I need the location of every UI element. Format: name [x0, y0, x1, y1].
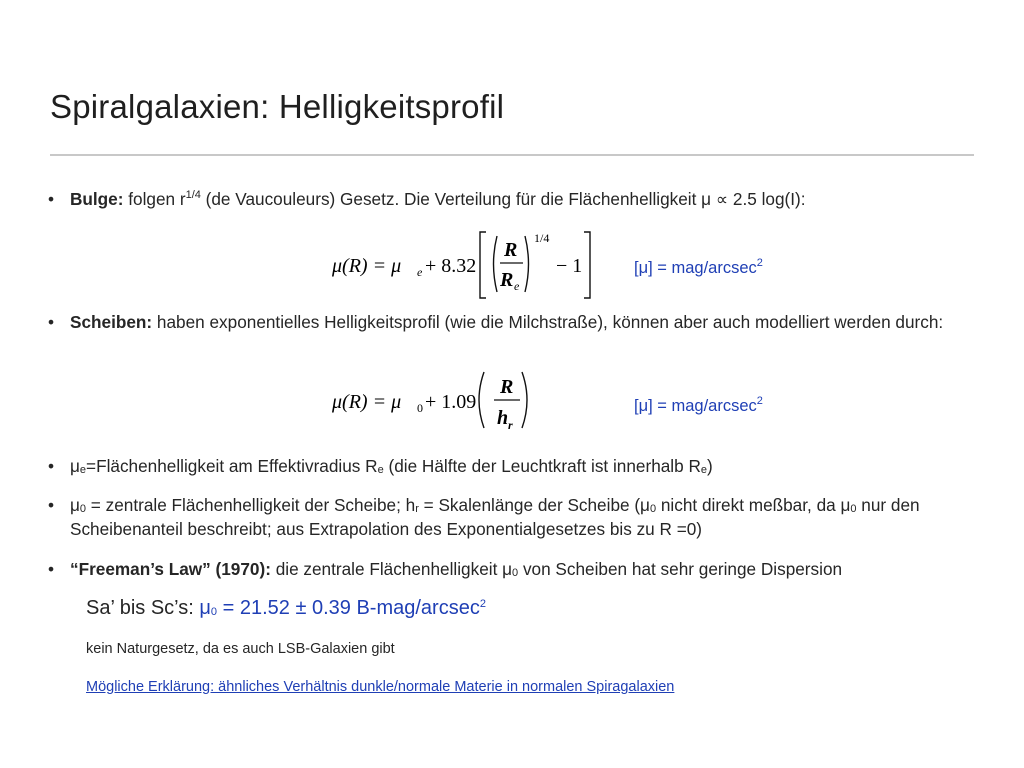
mu0-sub2: r	[415, 503, 419, 515]
formula1-exp: 1/4	[534, 231, 550, 245]
bullet-dot: •	[48, 495, 55, 515]
formula1-outer-bracket-right	[584, 232, 590, 298]
formula1-coef: + 8.32	[425, 255, 477, 277]
freeman-sub: 0	[512, 567, 519, 579]
mue-sub1: e	[79, 464, 87, 476]
mu0-sub4: 0	[850, 503, 857, 515]
formula1-paren-left	[494, 236, 498, 292]
formula1-minus-one: − 1	[556, 255, 583, 277]
mu0-d: nicht direkt meßbar, da μ	[656, 495, 851, 515]
freeman-value-b: = 21.52 ± 0.39 B-mag/arcsec	[217, 597, 480, 619]
formula1-unit-text: [μ] = mag/arcsec	[634, 259, 757, 277]
formula2-den: h	[497, 407, 509, 429]
formula2-unit-text: [μ] = mag/arcsec	[634, 397, 757, 415]
formula1-den-sub: e	[514, 279, 520, 293]
formula-exponential-disk	[330, 368, 540, 436]
mue-sub2: e	[377, 464, 384, 476]
formula1-lhs: μ(R) = μ	[332, 255, 402, 277]
mue-a: μ	[70, 456, 80, 476]
bullet-dot: •	[48, 559, 55, 579]
formula1-den: R	[500, 269, 514, 291]
formula2-num: R	[500, 376, 514, 398]
bulge-sup: 1/4	[185, 189, 201, 201]
scheiben-label: Scheiben:	[70, 312, 153, 332]
bullet-bulge	[48, 187, 978, 211]
formula2-unit	[634, 397, 763, 416]
formula2-paren-right	[522, 372, 527, 428]
mue-sub3: e	[700, 464, 707, 476]
freeman-value-sub: 0	[210, 606, 218, 618]
bulge-text-a: folgen r	[123, 189, 186, 209]
formula1-paren-right	[525, 236, 529, 292]
bullet-mu-0	[48, 493, 978, 541]
mu0-c: = Skalenlänge der Scheibe (μ	[418, 495, 650, 515]
bullet-dot: •	[48, 456, 55, 476]
explanation-link[interactable]: Mögliche Erklärung: ähnliches Verhältnis dunkle/normale Materie in normalen Spiragalaxien	[86, 679, 675, 695]
formula2-lhs: μ(R) = μ	[332, 391, 402, 413]
formula2-paren-left	[479, 372, 484, 428]
mu0-e: nur den Scheibenanteil beschreibt; aus Extrapolation des Exponentialgesetzes bis zu R =0)	[70, 495, 920, 539]
mu0-a: μ	[70, 495, 80, 515]
formula1-unit-sup: 2	[756, 257, 763, 269]
freeman-b: von Scheiben hat sehr geringe Dispersion	[518, 559, 843, 579]
freeman-label: “Freeman’s Law” (1970):	[70, 559, 271, 579]
mue-b: =Flächenhelligkeit am Effektivradius R	[86, 456, 378, 476]
formula1-unit	[634, 259, 763, 278]
freeman-value-prefix: Sa’ bis Sc’s:	[86, 597, 200, 619]
mu0-sub3: 0	[649, 503, 657, 515]
page-title: Spiralgalaxien: Helligkeitsprofil	[50, 88, 505, 125]
bullet-dot: •	[48, 312, 55, 332]
bullet-scheiben	[48, 310, 978, 334]
title-divider	[50, 154, 974, 156]
formula-de-vaucouleurs	[330, 226, 600, 302]
note-text: kein Naturgesetz, da es auch LSB-Galaxien gibt	[86, 641, 395, 657]
freeman-value-a: μ	[199, 597, 211, 619]
formula2-coef: + 1.09	[425, 391, 477, 413]
bulge-label: Bulge:	[70, 189, 124, 209]
bullet-dot: •	[48, 189, 55, 209]
bullet-mu-e	[48, 454, 978, 478]
mue-d: )	[707, 456, 713, 476]
formula2-unit-sup: 2	[756, 395, 763, 407]
formula2-den-sub: r	[508, 418, 513, 432]
formula1-outer-bracket-left	[480, 232, 486, 298]
formula2-lhs-sub: 0	[417, 401, 423, 415]
freeman-a: die zentrale Flächenhelligkeit μ	[270, 559, 513, 579]
freeman-value	[199, 597, 486, 619]
bulge-text-b: (de Vaucouleurs) Gesetz. Die Verteilung für die Flächenhelligkeit μ ∝ 2.5 log(I):	[200, 189, 806, 209]
mue-c: (die Hälfte der Leuchtkraft ist innerhalb R	[383, 456, 701, 476]
formula1-lhs-sub: e	[417, 265, 423, 279]
formula1-num: R	[504, 239, 518, 261]
mu0-sub1: 0	[79, 503, 87, 515]
bullet-freeman	[48, 557, 978, 581]
scheiben-text: haben exponentielles Helligkeitsprofil (wie die Milchstraße), können aber auch modelliert werden durch:	[152, 312, 944, 332]
mu0-b: = zentrale Flächenhelligkeit der Scheibe; h	[86, 495, 416, 515]
freeman-value-sup: 2	[479, 598, 486, 610]
freeman-value-line	[86, 597, 486, 620]
